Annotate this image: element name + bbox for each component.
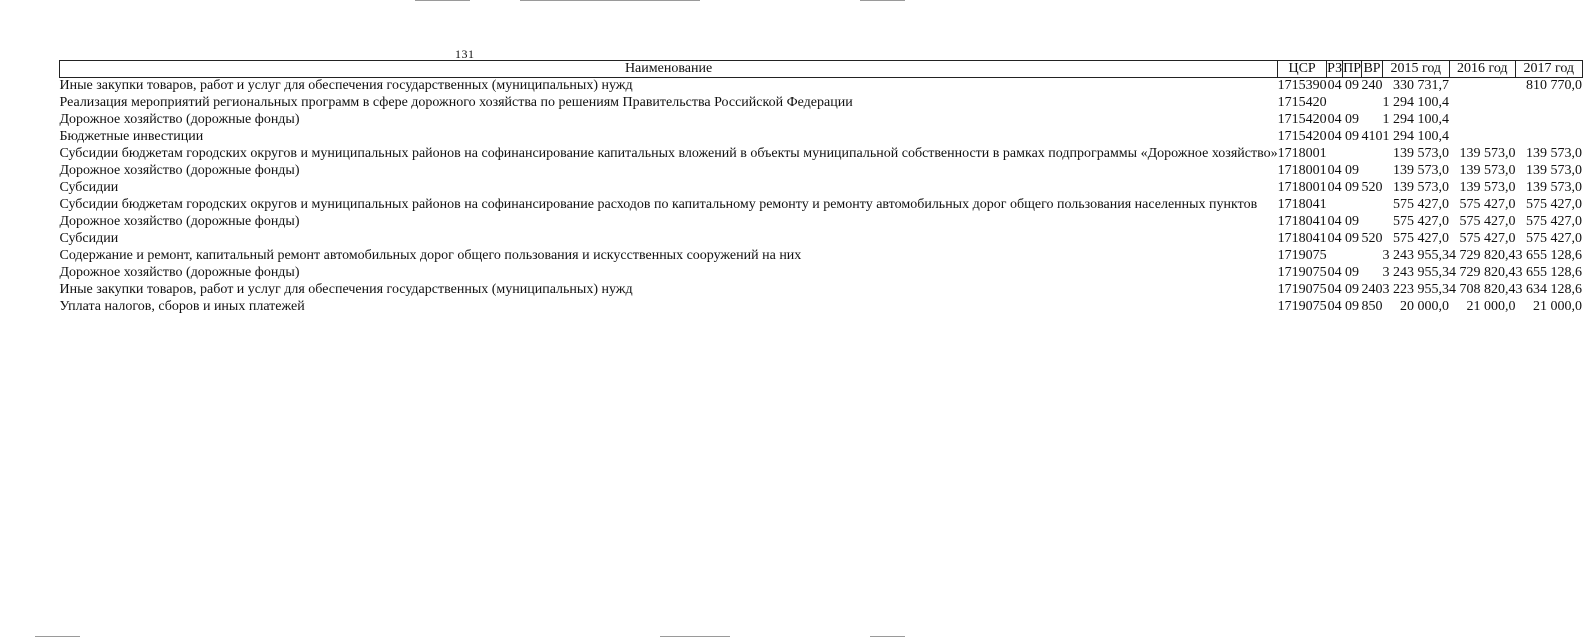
row-name-cell: Дорожное хозяйство (дорожные фонды)	[59, 163, 300, 178]
row-2016-cell: 4 708 820,4	[1449, 282, 1516, 297]
table-body	[60, 78, 1583, 317]
row-pr-cell: 09	[1345, 180, 1360, 195]
row-name-cell: Реализация мероприятий региональных программ в сфере дорожного хозяйства по решениям Правительства Российской Федерации	[59, 95, 853, 110]
scan-artifact-line	[35, 636, 80, 637]
row-vr-cell: 410	[1361, 129, 1383, 144]
row-pr-cell	[1343, 95, 1362, 112]
row-csr-cell: 1715420	[1277, 95, 1327, 110]
table-row	[60, 146, 1583, 163]
scan-artifact-line	[415, 0, 470, 1]
row-name-cell: Дорожное хозяйство (дорожные фонды)	[59, 214, 300, 229]
row-2017-cell: 139 573,0	[1526, 163, 1582, 178]
table-header-row	[60, 61, 1583, 78]
row-2017-cell: 575 427,0	[1526, 214, 1582, 229]
row-2017-cell: 21 000,0	[1533, 299, 1582, 314]
row-rz-cell	[1327, 95, 1343, 112]
scan-artifact-line	[520, 0, 700, 1]
row-pr-cell: 09	[1345, 214, 1360, 229]
row-pr-cell: 09	[1345, 129, 1360, 144]
row-2016-cell	[1449, 95, 1516, 112]
row-2016-cell	[1449, 78, 1516, 96]
table-row	[60, 299, 1583, 316]
row-2016-cell: 575 427,0	[1459, 197, 1516, 212]
row-csr-cell: 1715420	[1277, 129, 1327, 144]
row-csr-cell: 1719075	[1277, 299, 1327, 314]
row-rz-cell	[1327, 197, 1343, 214]
table-row	[60, 248, 1583, 265]
row-name-cell: Дорожное хозяйство (дорожные фонды)	[59, 265, 300, 280]
row-2015-cell: 330 731,7	[1393, 78, 1449, 93]
row-rz-cell: 04	[1327, 180, 1342, 195]
row-vr-cell	[1362, 248, 1383, 265]
table-row	[60, 180, 1583, 197]
row-rz-cell: 04	[1327, 129, 1342, 144]
row-2017-cell	[1516, 129, 1583, 146]
row-2016-cell: 4 729 820,4	[1449, 265, 1516, 280]
table-row	[60, 95, 1583, 112]
table-row	[60, 214, 1583, 231]
header-pr: ПР	[1343, 61, 1361, 76]
row-csr-cell: 1715420	[1277, 112, 1327, 127]
row-2016-cell: 21 000,0	[1466, 299, 1516, 314]
row-csr-cell: 1718041	[1277, 214, 1327, 229]
row-pr-cell: 09	[1345, 78, 1360, 93]
row-2015-cell: 20 000,0	[1400, 299, 1449, 314]
row-pr-cell	[1343, 248, 1362, 265]
row-csr-cell: 1718001	[1277, 146, 1327, 161]
row-2015-cell: 1 294 100,4	[1382, 112, 1449, 127]
row-2017-cell	[1516, 95, 1583, 112]
page-number: 131	[455, 47, 475, 61]
row-vr-cell	[1362, 95, 1383, 112]
row-pr-cell: 09	[1345, 265, 1360, 280]
row-csr-cell: 1718041	[1277, 197, 1327, 212]
row-2016-cell	[1449, 129, 1516, 146]
row-2016-cell: 575 427,0	[1459, 214, 1516, 229]
row-name-cell: Субсидии	[59, 180, 119, 195]
header-2017: 2017 год	[1516, 61, 1583, 78]
table-row	[60, 282, 1583, 299]
row-name-cell: Субсидии бюджетам городских округов и муниципальных районов на софинансирование расходов по капитальному ремонту и ремонту автомобильных дорог общего пользования населенных пунктов	[59, 197, 1258, 212]
row-vr-cell	[1362, 197, 1383, 214]
row-2017-cell: 3 655 128,6	[1515, 248, 1582, 263]
table-row	[60, 197, 1583, 214]
row-csr-cell: 1718001	[1277, 163, 1327, 178]
row-vr-cell: 520	[1361, 231, 1383, 246]
row-vr-cell	[1362, 146, 1383, 163]
row-vr-cell	[1362, 214, 1383, 231]
row-2017-cell: 3 634 128,6	[1515, 282, 1582, 297]
row-vr-cell: 240	[1361, 282, 1383, 297]
row-rz-cell	[1327, 248, 1343, 265]
table-row	[60, 265, 1583, 282]
row-rz-cell: 04	[1327, 282, 1342, 297]
row-csr-cell: 1715390	[1277, 78, 1327, 93]
table-row	[60, 78, 1583, 96]
row-csr-cell: 1719075	[1277, 282, 1327, 297]
row-2015-cell: 3 243 955,3	[1382, 265, 1449, 280]
table-row	[60, 129, 1583, 146]
row-2017-cell: 3 655 128,6	[1515, 265, 1582, 280]
header-2015: 2015 год	[1383, 61, 1450, 78]
row-rz-cell: 04	[1327, 163, 1342, 178]
row-vr-cell: 240	[1361, 78, 1383, 93]
row-name-cell: Дорожное хозяйство (дорожные фонды)	[59, 112, 300, 127]
row-2016-cell	[1449, 112, 1516, 129]
table-row	[60, 163, 1583, 180]
row-rz-cell: 04	[1327, 112, 1342, 127]
header-vr: ВР	[1363, 61, 1381, 76]
row-2016-cell: 139 573,0	[1459, 146, 1516, 161]
header-csr: ЦСР	[1278, 61, 1327, 78]
budget-table	[59, 60, 1583, 316]
row-name-cell: Субсидии	[59, 231, 119, 246]
scan-artifact-line	[660, 636, 730, 637]
row-2015-cell: 139 573,0	[1393, 180, 1449, 195]
row-2015-cell: 1 294 100,4	[1382, 129, 1449, 144]
row-2015-cell: 139 573,0	[1393, 146, 1449, 161]
row-rz-cell: 04	[1327, 265, 1342, 280]
row-2017-cell: 575 427,0	[1526, 197, 1582, 212]
row-2016-cell: 139 573,0	[1459, 180, 1516, 195]
row-rz-cell: 04	[1327, 231, 1342, 246]
row-name-cell: Субсидии бюджетам городских округов и муниципальных районов на софинансирование капитальных вложений в объекты муниципальной собственности в рамках подпрограммы «Дорожное хозяйство»	[59, 146, 1278, 161]
row-2016-cell: 139 573,0	[1459, 163, 1516, 178]
row-vr-cell	[1362, 112, 1383, 129]
table-row	[60, 231, 1583, 248]
row-csr-cell: 1719075	[1277, 265, 1327, 280]
scan-artifact-line	[870, 636, 905, 637]
row-2015-cell: 575 427,0	[1393, 231, 1449, 246]
row-name-cell: Иные закупки товаров, работ и услуг для обеспечения государственных (муниципальных) нужд	[59, 282, 633, 297]
row-vr-cell	[1362, 265, 1383, 282]
row-pr-cell	[1343, 197, 1362, 214]
row-vr-cell: 850	[1361, 299, 1383, 314]
row-2015-cell: 3 243 955,3	[1382, 248, 1449, 263]
row-2015-cell: 1 294 100,4	[1382, 95, 1449, 110]
row-csr-cell: 1718001	[1277, 180, 1327, 195]
row-name-cell: Иные закупки товаров, работ и услуг для обеспечения государственных (муниципальных) нужд	[59, 78, 633, 93]
row-name-cell: Содержание и ремонт, капитальный ремонт автомобильных дорог общего пользования и искусственных сооружений на них	[59, 248, 802, 263]
row-pr-cell: 09	[1345, 282, 1360, 297]
row-rz-cell: 04	[1327, 214, 1342, 229]
row-2017-cell	[1516, 112, 1583, 129]
row-name-cell: Уплата налогов, сборов и иных платежей	[59, 299, 305, 314]
row-pr-cell: 09	[1345, 163, 1360, 178]
row-name-cell: Бюджетные инвестиции	[59, 129, 204, 144]
row-2017-cell: 139 573,0	[1526, 146, 1582, 161]
row-2015-cell: 575 427,0	[1393, 197, 1449, 212]
row-pr-cell: 09	[1345, 299, 1360, 314]
row-vr-cell	[1362, 163, 1383, 180]
header-2016: 2016 год	[1449, 61, 1516, 78]
row-2015-cell: 3 223 955,3	[1382, 282, 1449, 297]
row-csr-cell: 1719075	[1277, 248, 1327, 263]
row-rz-cell: 04	[1327, 299, 1342, 314]
scan-artifact-line	[860, 0, 905, 1]
row-2015-cell: 139 573,0	[1393, 163, 1449, 178]
row-vr-cell: 520	[1361, 180, 1383, 195]
table-row	[60, 112, 1583, 129]
row-rz-cell	[1327, 146, 1343, 163]
row-2016-cell: 575 427,0	[1459, 231, 1516, 246]
row-csr-cell: 1718041	[1277, 231, 1327, 246]
row-rz-cell: 04	[1327, 78, 1342, 93]
row-2015-cell: 575 427,0	[1393, 214, 1449, 229]
row-2017-cell: 575 427,0	[1526, 231, 1582, 246]
header-name: Наименование	[60, 61, 1278, 78]
row-pr-cell	[1343, 146, 1362, 163]
header-rz: РЗ	[1327, 61, 1343, 76]
row-2017-cell: 810 770,0	[1526, 78, 1582, 93]
row-pr-cell: 09	[1345, 112, 1360, 127]
row-pr-cell: 09	[1345, 231, 1360, 246]
row-2016-cell: 4 729 820,4	[1449, 248, 1516, 263]
row-2017-cell: 139 573,0	[1526, 180, 1582, 195]
